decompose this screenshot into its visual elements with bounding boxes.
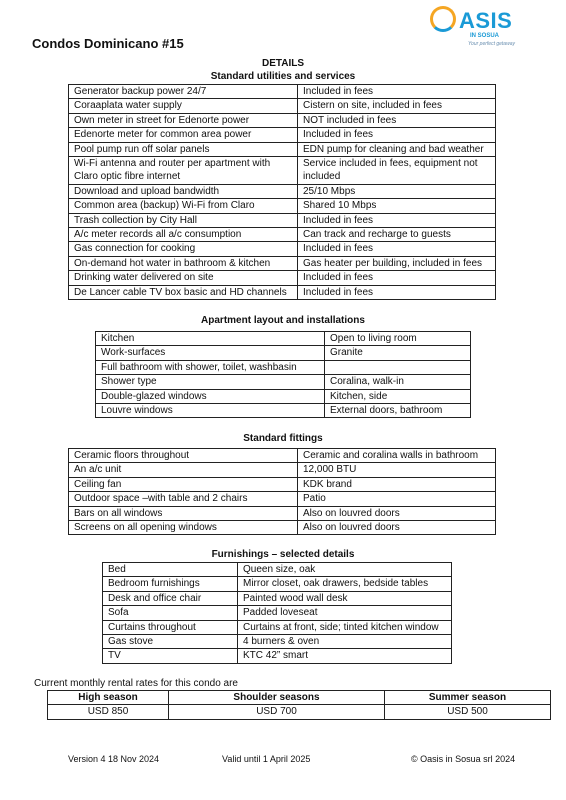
footer-version: Version 4 18 Nov 2024: [68, 754, 160, 764]
table-row: [103, 649, 452, 663]
item-cell: Louvre windows: [96, 404, 325, 418]
detail-cell: External doors, bathroom: [325, 404, 471, 418]
item-cell: Own meter in street for Edenorte power: [69, 113, 298, 127]
detail-cell: Also on louvred doors: [298, 506, 496, 520]
rates-value-row: [48, 705, 551, 719]
oasis-logo: [430, 4, 530, 48]
detail-cell: EDN pump for cleaning and bad weather: [298, 142, 496, 156]
detail-cell: KTC 42” smart: [238, 649, 452, 663]
detail-cell: Included in fees: [298, 285, 496, 299]
detail-cell: Ceramic and coralina walls in bathroom: [298, 449, 496, 463]
table-row: [103, 591, 452, 605]
item-cell: Bed: [103, 563, 238, 577]
item-cell: TV: [103, 649, 238, 663]
item-cell: De Lancer cable TV box basic and HD channels: [69, 285, 298, 299]
detail-cell: Painted wood wall desk: [238, 591, 452, 605]
item-cell: Drinking water delivered on site: [69, 271, 298, 285]
table-row: [69, 449, 496, 463]
detail-cell: [325, 360, 471, 374]
table-row: [69, 271, 496, 285]
table-row: [69, 184, 496, 198]
page-title: Condos Dominicano #15: [32, 36, 184, 51]
item-cell: Shower type: [96, 375, 325, 389]
rate-header: Summer season: [385, 691, 551, 705]
table-row: [103, 563, 452, 577]
logo-tagline: Your perfect getaway: [468, 41, 515, 47]
detail-cell: Patio: [298, 492, 496, 506]
detail-cell: Included in fees: [298, 128, 496, 142]
table-row: [69, 256, 496, 270]
footer-valid: Valid until 1 April 2025: [222, 754, 311, 764]
rate-header: High season: [48, 691, 169, 705]
detail-cell: Padded loveseat: [238, 606, 452, 620]
detail-cell: Open to living room: [325, 332, 471, 346]
detail-cell: Can track and recharge to guests: [298, 228, 496, 242]
footer-copyright: © Oasis in Sosua srl 2024: [411, 754, 516, 764]
table-row: [69, 521, 496, 535]
detail-cell: Coralina, walk-in: [325, 375, 471, 389]
detail-cell: NOT included in fees: [298, 113, 496, 127]
item-cell: On-demand hot water in bathroom & kitchen: [69, 256, 298, 270]
item-cell: Gas stove: [103, 635, 238, 649]
table-row: [69, 199, 496, 213]
item-cell: Gas connection for cooking: [69, 242, 298, 256]
table-row: [103, 606, 452, 620]
item-cell: Sofa: [103, 606, 238, 620]
detail-cell: Included in fees: [298, 85, 496, 99]
detail-cell: Curtains at front, side; tinted kitchen window: [238, 620, 452, 634]
table-row: [69, 228, 496, 242]
rates-header-row: [48, 691, 551, 705]
detail-cell: Included in fees: [298, 271, 496, 285]
item-cell: Ceramic floors throughout: [69, 449, 298, 463]
item-cell: A/c meter records all a/c consumption: [69, 228, 298, 242]
table-row: [69, 492, 496, 506]
detail-cell: Included in fees: [298, 213, 496, 227]
rate-value: USD 850: [48, 705, 169, 719]
item-cell: Double-glazed windows: [96, 389, 325, 403]
item-cell: Trash collection by City Hall: [69, 213, 298, 227]
layout-table: [95, 331, 471, 418]
item-cell: Work-surfaces: [96, 346, 325, 360]
details-heading: DETAILS: [261, 58, 305, 69]
item-cell: Wi-Fi antenna and router per apartment with Claro optic fibre internet: [69, 157, 298, 185]
table-row: [69, 463, 496, 477]
item-cell: Full bathroom with shower, toilet, washbasin: [96, 360, 325, 374]
item-cell: Bars on all windows: [69, 506, 298, 520]
fittings-table: [68, 448, 496, 535]
logo-subtitle: IN SOSUA: [470, 33, 500, 39]
table-row: [103, 620, 452, 634]
detail-cell: Cistern on site, included in fees: [298, 99, 496, 113]
detail-cell: Kitchen, side: [325, 389, 471, 403]
rate-value: USD 700: [169, 705, 385, 719]
detail-cell: Gas heater per building, included in fees: [298, 256, 496, 270]
utilities-heading: Standard utilities and services: [210, 71, 356, 82]
layout-heading: Apartment layout and installations: [201, 315, 365, 326]
item-cell: An a/c unit: [69, 463, 298, 477]
item-cell: Download and upload bandwidth: [69, 184, 298, 198]
item-cell: Generator backup power 24/7: [69, 85, 298, 99]
item-cell: Edenorte meter for common area power: [69, 128, 298, 142]
detail-cell: 12,000 BTU: [298, 463, 496, 477]
detail-cell: Shared 10 Mbps: [298, 199, 496, 213]
furnishings-table: [102, 562, 452, 664]
table-row: [96, 404, 471, 418]
logo-wordmark: ASIS: [458, 8, 513, 33]
detail-cell: KDK brand: [298, 477, 496, 491]
table-row: [103, 577, 452, 591]
table-row: [69, 85, 496, 99]
detail-cell: Service included in fees, equipment not included: [298, 157, 496, 185]
detail-cell: Included in fees: [298, 242, 496, 256]
fittings-heading: Standard fittings: [243, 433, 323, 444]
table-row: [69, 285, 496, 299]
table-row: [96, 375, 471, 389]
table-row: [96, 332, 471, 346]
item-cell: Screens on all opening windows: [69, 521, 298, 535]
table-row: [69, 113, 496, 127]
rates-table: [47, 690, 551, 720]
detail-cell: Mirror closet, oak drawers, bedside tables: [238, 577, 452, 591]
table-row: [69, 128, 496, 142]
item-cell: Coraaplata water supply: [69, 99, 298, 113]
rate-value: USD 500: [385, 705, 551, 719]
rate-header: Shoulder seasons: [169, 691, 385, 705]
table-row: [103, 635, 452, 649]
detail-cell: Granite: [325, 346, 471, 360]
utilities-table: [68, 84, 496, 300]
item-cell: Kitchen: [96, 332, 325, 346]
detail-cell: Queen size, oak: [238, 563, 452, 577]
table-row: [69, 242, 496, 256]
table-row: [69, 157, 496, 185]
item-cell: Bedroom furnishings: [103, 577, 238, 591]
detail-cell: Also on louvred doors: [298, 521, 496, 535]
table-row: [96, 360, 471, 374]
detail-cell: 25/10 Mbps: [298, 184, 496, 198]
rates-label: Current monthly rental rates for this condo are: [34, 678, 238, 689]
table-row: [96, 389, 471, 403]
item-cell: Outdoor space –with table and 2 chairs: [69, 492, 298, 506]
furnishings-heading: Furnishings – selected details: [211, 549, 355, 560]
table-row: [69, 477, 496, 491]
table-row: [69, 506, 496, 520]
table-row: [96, 346, 471, 360]
item-cell: Desk and office chair: [103, 591, 238, 605]
table-row: [69, 142, 496, 156]
item-cell: Curtains throughout: [103, 620, 238, 634]
table-row: [69, 213, 496, 227]
detail-cell: 4 burners & oven: [238, 635, 452, 649]
table-row: [69, 99, 496, 113]
item-cell: Common area (backup) Wi-Fi from Claro: [69, 199, 298, 213]
item-cell: Ceiling fan: [69, 477, 298, 491]
item-cell: Pool pump run off solar panels: [69, 142, 298, 156]
